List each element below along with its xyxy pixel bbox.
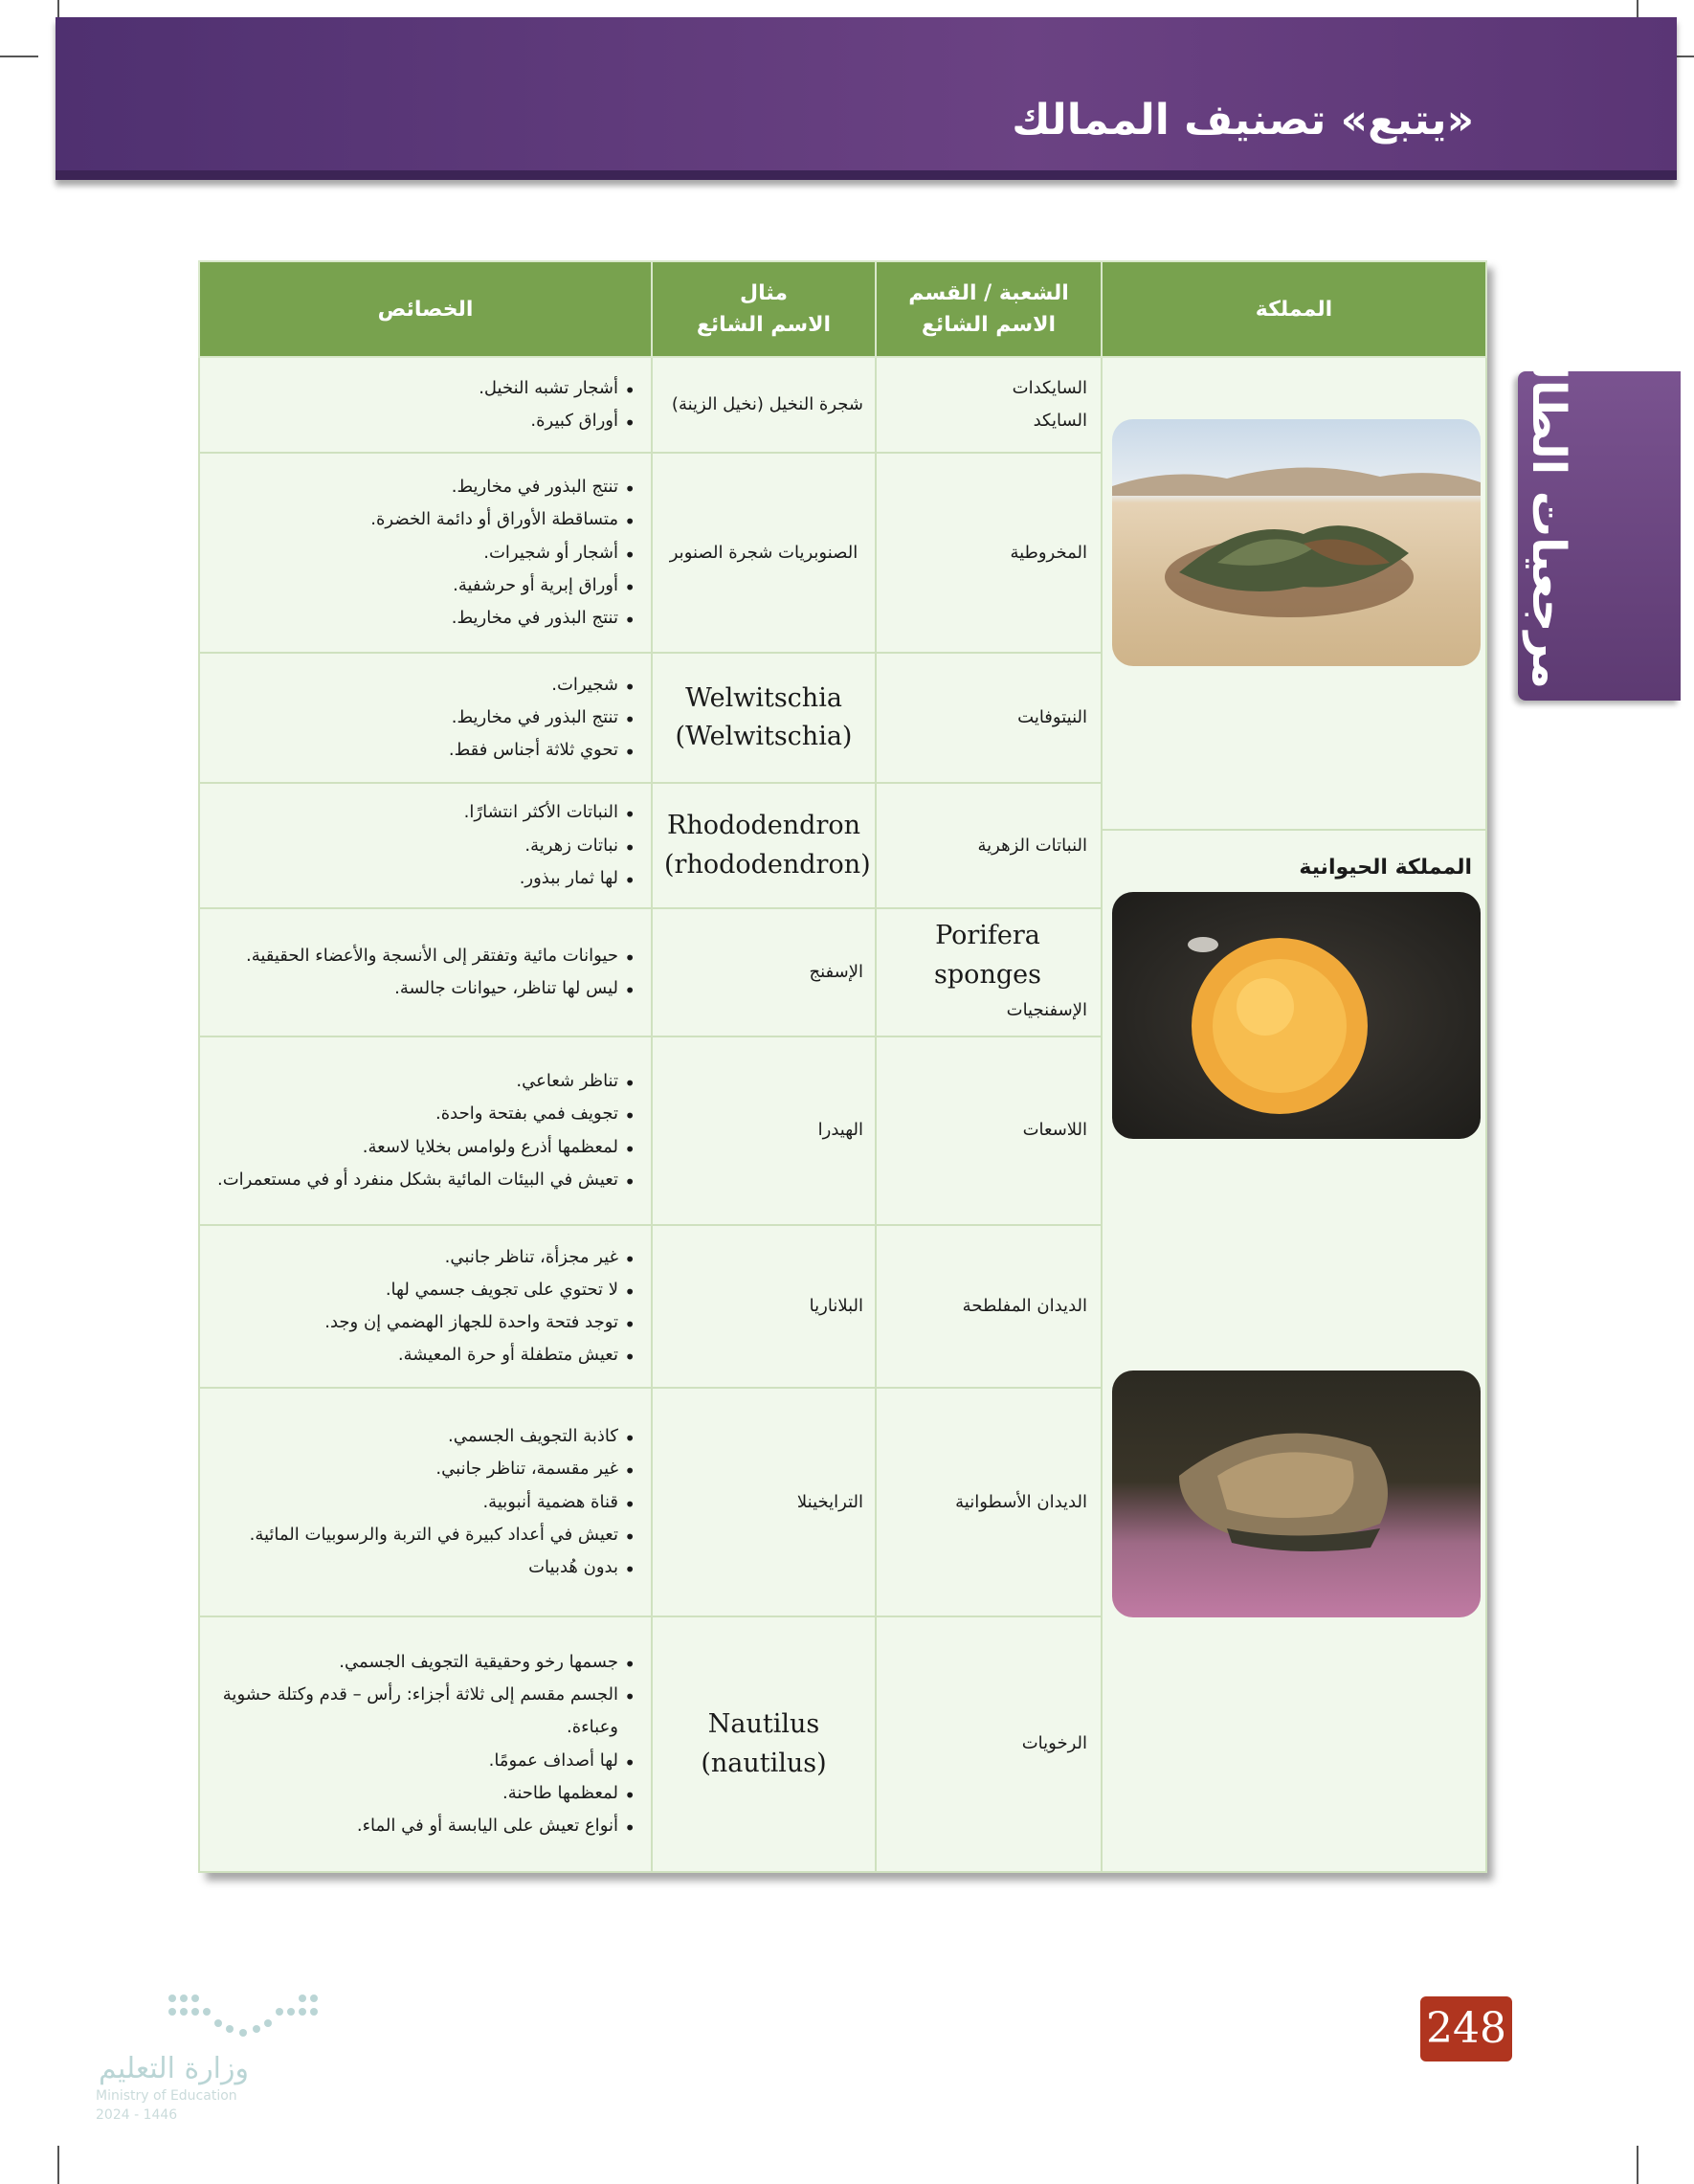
classification-table-wrapper (198, 260, 1485, 1873)
example-cell: الهيدرا (652, 1036, 876, 1225)
traits-cell (199, 783, 652, 907)
phylum-cell: النباتات الزهرية (876, 783, 1102, 907)
trait-item: • تنتج البذور في مخاريط. (212, 702, 618, 734)
trait-item: • لمعظمها أذرع ولوامس بخلايا لاسعة. (212, 1131, 618, 1164)
col-header-phylum: الشعبة / القسم الاسم الشائع (876, 261, 1102, 357)
col-header-kingdom: المملكة (1102, 261, 1486, 357)
col-header-example: مثال الاسم الشائع (652, 261, 876, 357)
trait-item: • جسمها رخو وحقيقية التجويف الجسمي. (212, 1646, 618, 1679)
trait-item: • نباتات زهرية. (212, 830, 618, 862)
kingdom-cell (1102, 357, 1486, 1872)
trait-item: • تحوي ثلاثة أجناس فقط. (212, 734, 618, 767)
trait-item: • حيوانات مائية وتفتقر إلى الأنسجة والأعضاء الحقيقية. (212, 940, 618, 972)
trait-item: • لا تحتوي على تجويف جسمي لها. (212, 1274, 618, 1306)
trait-item: • غير مقسمة، تناظر جانبي. (212, 1453, 618, 1485)
trait-item: • تعيش متطفلة أو حرة المعيشة. (212, 1339, 618, 1371)
page-title: «يتبع» تصنيف الممالك (1012, 96, 1474, 145)
trait-item: • تنتج البذور في مخاريط. (212, 602, 618, 635)
trait-item: • تنتج البذور في مخاريط. (212, 471, 618, 503)
trait-item: • أنواع تعيش على اليابسة أو في الماء. (212, 1810, 618, 1842)
trait-item: • شجيرات. (212, 669, 618, 702)
classification-table (198, 260, 1487, 1873)
trait-item: • لمعظمها طاحنة. (212, 1777, 618, 1810)
example-cell: Nautilus (nautilus) (652, 1616, 876, 1872)
trait-item: • لها ثمار ببذور. (212, 862, 618, 895)
traits-cell (199, 1036, 652, 1225)
kingdom-divider (1103, 829, 1485, 831)
crop-mark (0, 56, 38, 57)
welwitschia-photo (1112, 419, 1481, 666)
phylum-cell: الرخويات (876, 1616, 1102, 1872)
trait-item: • أشجار تشبه النخيل. (212, 372, 618, 405)
trait-item: • غير مجزأة، تناظر جانبي. (212, 1241, 618, 1274)
example-cell: Rhododendron (rhododendron) (652, 783, 876, 907)
ministry-name-ar: وزارة التعليم (98, 2052, 249, 2085)
ministry-dots-icon (167, 1991, 320, 2044)
table-row (199, 357, 1486, 453)
traits-cell (199, 357, 652, 453)
ministry-year: 2024 - 1446 (96, 2107, 178, 2123)
trait-item: • كاذبة التجويف الجسمي. (212, 1420, 618, 1453)
example-cell: الصنوبريات شجرة الصنوبر (652, 453, 876, 653)
trait-item: • تجويف فمي بفتحة واحدة. (212, 1098, 618, 1130)
example-cell: Welwitschia (Welwitschia) (652, 653, 876, 783)
trait-item: • تناظر شعاعي. (212, 1065, 618, 1098)
example-cell: الترايخينلا (652, 1388, 876, 1616)
trait-item: • النباتات الأكثر انتشارًا. (212, 796, 618, 829)
phylum-cell: النيتوفايت (876, 653, 1102, 783)
trait-item: • أوراق كبيرة. (212, 405, 618, 437)
trait-item: • متساقطة الأوراق أو دائمة الخضرة. (212, 503, 618, 536)
table-header-row (199, 261, 1486, 357)
trait-item: • لها أصداف عمومًا. (212, 1745, 618, 1777)
phylum-cell: السايكدات السايكد (876, 357, 1102, 453)
phylum-cell: المخروطية (876, 453, 1102, 653)
sponge-photo (1112, 892, 1481, 1139)
traits-cell (199, 453, 652, 653)
traits-cell (199, 653, 652, 783)
crop-mark (57, 2146, 59, 2184)
ministry-name-en: Ministry of Education (96, 2088, 237, 2104)
col-header-characteristics: الخصائص (199, 261, 652, 357)
phylum-cell: اللاسعات (876, 1036, 1102, 1225)
trait-item: • ليس لها تناظر، حيوانات جالسة. (212, 972, 618, 1005)
trait-item: • تعيش في أعداد كبيرة في التربة والرسوبيات المائية. (212, 1519, 618, 1551)
trait-item: • توجد فتحة واحدة للجهاز الهضمي إن وجد. (212, 1306, 618, 1339)
example-cell: شجرة النخيل (نخيل الزينة) (652, 357, 876, 453)
page-number: 248 (1420, 1996, 1512, 2061)
side-tab-label: مرجعيات الطالب (1522, 314, 1575, 689)
traits-cell (199, 1388, 652, 1616)
animal-kingdom-label: المملكة الحيوانية (1299, 856, 1472, 880)
phylum-cell: Porifera sponges الإسفنجيات (876, 908, 1102, 1036)
traits-cell (199, 1225, 652, 1389)
example-cell: الإسفنج (652, 908, 876, 1036)
traits-cell (199, 908, 652, 1036)
trait-item: • أوراق إبرية أو حرشفية. (212, 569, 618, 602)
example-cell: البلاناريا (652, 1225, 876, 1389)
trait-item: • الجسم مقسم إلى ثلاثة أجزاء: رأس – قدم وكتلة حشوية وعباءة. (212, 1679, 618, 1744)
phylum-cell: الديدان الأسطوانية (876, 1388, 1102, 1616)
trait-item: • تعيش في البيئات المائية بشكل منفرد أو في مستعمرات. (212, 1164, 618, 1196)
trait-item: • بدون هُدبيات (212, 1551, 618, 1584)
traits-cell (199, 1616, 652, 1872)
trait-item: • قناة هضمية أنبوبية. (212, 1486, 618, 1519)
mollusc-shell-photo (1112, 1371, 1481, 1617)
crop-mark (1637, 2146, 1638, 2184)
ministry-logo (96, 1991, 316, 2125)
phylum-cell: الديدان المفلطحة (876, 1225, 1102, 1389)
trait-item: • أشجار أو شجيرات. (212, 537, 618, 569)
